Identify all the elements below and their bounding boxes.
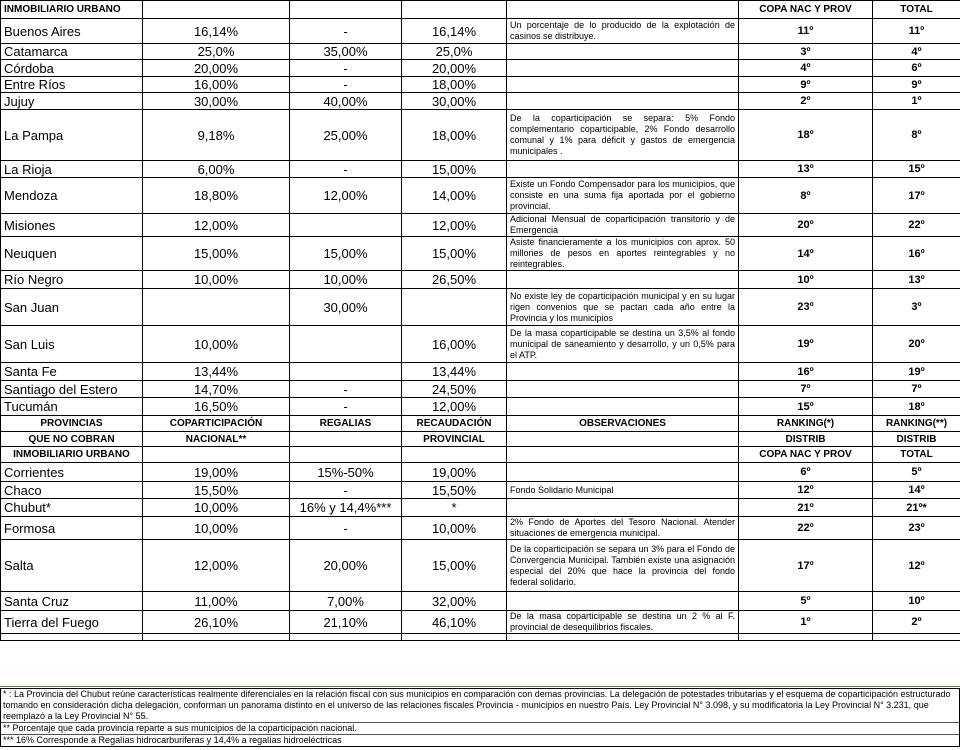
ranking-copa-cell: 8º: [739, 178, 873, 214]
ranking-total-cell: 22º: [873, 214, 960, 237]
table-row: [1, 611, 960, 634]
province-name: Santa Fe: [1, 363, 143, 381]
recaudacion-cell: 19,00%: [402, 463, 507, 482]
coparticipacion-header: [143, 1, 290, 19]
ranking-total-header: RANKING(**): [873, 416, 960, 432]
regalias-cell: -: [290, 381, 402, 398]
province-name: Salta: [1, 540, 143, 592]
observaciones-header: [507, 447, 739, 463]
coparticipacion-cell: 10,00%: [143, 517, 290, 540]
ranking-copa-cell: 6º: [739, 463, 873, 482]
ranking-total-cell: 10º: [873, 592, 960, 611]
coparticipacion-cell: 16,00%: [143, 77, 290, 93]
coparticipacion-cell: 9,18%: [143, 110, 290, 161]
table-row: [1, 517, 960, 540]
recaudacion-cell: 13,44%: [402, 363, 507, 381]
observaciones-cell: Existe un Fondo Compensador para los municipios, que consiste en una suma fija aportada por el gobierno provincial.: [507, 178, 739, 214]
table-row: [1, 398, 960, 416]
ranking-copa-header: COPA NAC Y PROV: [739, 447, 873, 463]
footnote-1: * : La Provincia del Chubut reúne características realmente diferenciales en la relación fiscal con sus municipios en comparación con demas provincias. La delegación de potestades tributarias y el esquema de coparticipación estructurado tomando en consideración dicha delegación, conforman un panorama distinto en el universo de las relaciones fiscales Provincia - municipios en nuestro País. Ley Provincial N° 3.098, y su modificatoria la Ley Provincial N° 3.231, que reemplazó a la Ley Provincial N° 55.: [1, 689, 959, 723]
footnote-2: ** Porcentaje que cada provincia reparte a sus municipios de la coparticipación nacional.: [1, 723, 959, 735]
coparticipacion-cell: 19,00%: [143, 463, 290, 482]
regalias-cell: 35,00%: [290, 44, 402, 60]
province-name: Tierra del Fuego: [1, 611, 143, 634]
ranking-total-cell: 23º: [873, 517, 960, 540]
coparticipacion-header: COPARTICIPACIÓN: [143, 416, 290, 432]
observaciones-cell: [507, 463, 739, 482]
observaciones-cell: De la masa coparticipable se destina un 3,5% al fondo municipal de saneamiento y desarrollo, y un 0,5% para el ATP.: [507, 326, 739, 363]
empty-row: [1, 634, 960, 641]
recaudacion-cell: 15,00%: [402, 237, 507, 271]
table-row: [1, 19, 960, 44]
table-row: [1, 499, 960, 517]
coparticipacion-cell: 30,00%: [143, 93, 290, 110]
observaciones-cell: De la coparticipación se separa: 5% Fondo complementario coparticipable, 2% Fondo desarrollo comunal y 1% para déficit y gastos de emergencia municipales .: [507, 110, 739, 161]
recaudacion-cell: 18,00%: [402, 77, 507, 93]
observaciones-cell: [507, 363, 739, 381]
regalias-cell: -: [290, 77, 402, 93]
table-row: [1, 214, 960, 237]
recaudacion-cell: 46,10%: [402, 611, 507, 634]
observaciones-cell: [507, 60, 739, 77]
regalias-cell: -: [290, 60, 402, 77]
coparticipacion-cell: 18,80%: [143, 178, 290, 214]
province-name: Buenos Aires: [1, 19, 143, 44]
ranking-copa-cell: 1º: [739, 611, 873, 634]
province-name: Río Negro: [1, 271, 143, 289]
observaciones-cell: Adicional Mensual de coparticipación transitorio y de Emergencia: [507, 214, 739, 237]
province-name: Córdoba: [1, 60, 143, 77]
regalias-cell: 15%-50%: [290, 463, 402, 482]
recaudacion-cell: 18,00%: [402, 110, 507, 161]
province-name: La Pampa: [1, 110, 143, 161]
ranking-total-header: DISTRIB: [873, 432, 960, 447]
empty-cell: [143, 634, 290, 641]
regalias-cell: [290, 363, 402, 381]
ranking-total-cell: 20º: [873, 326, 960, 363]
ranking-total-cell: 21º*: [873, 499, 960, 517]
ranking-copa-cell: 19º: [739, 326, 873, 363]
province-name: Jujuy: [1, 93, 143, 110]
table-row: [1, 271, 960, 289]
ranking-total-cell: 17º: [873, 178, 960, 214]
observaciones-cell: [507, 161, 739, 178]
footnotes: [0, 688, 960, 747]
empty-cell: [290, 634, 402, 641]
observaciones-cell: [507, 499, 739, 517]
recaudacion-cell: *: [402, 499, 507, 517]
ranking-total-cell: 1º: [873, 93, 960, 110]
ranking-copa-cell: 11º: [739, 19, 873, 44]
ranking-copa-cell: 9º: [739, 77, 873, 93]
ranking-copa-cell: 3º: [739, 44, 873, 60]
recaudacion-cell: 32,00%: [402, 592, 507, 611]
ranking-copa-cell: 7º: [739, 381, 873, 398]
header-row-3: [1, 447, 960, 463]
coparticipacion-cell: 26,10%: [143, 611, 290, 634]
province-name: Formosa: [1, 517, 143, 540]
coparticipacion-cell: 10,00%: [143, 326, 290, 363]
ranking-copa-cell: 13º: [739, 161, 873, 178]
ranking-total-header: TOTAL: [873, 1, 960, 19]
recaudacion-cell: 24,50%: [402, 381, 507, 398]
regalias-header: [290, 1, 402, 19]
ranking-copa-header: COPA NAC Y PROV: [739, 1, 873, 19]
regalias-cell: [290, 214, 402, 237]
recaudacion-cell: [402, 289, 507, 326]
regalias-cell: 7,00%: [290, 592, 402, 611]
province-name: Chubut*: [1, 499, 143, 517]
province-name: San Juan: [1, 289, 143, 326]
coparticipacion-cell: 16,50%: [143, 398, 290, 416]
ranking-copa-cell: 5º: [739, 592, 873, 611]
regalias-cell: -: [290, 161, 402, 178]
regalias-cell: 25,00%: [290, 110, 402, 161]
table-row: [1, 77, 960, 93]
province-name: Neuquen: [1, 237, 143, 271]
province-name: Chaco: [1, 482, 143, 499]
province-name: Mendoza: [1, 178, 143, 214]
regalias-cell: 30,00%: [290, 289, 402, 326]
coparticipacion-cell: 20,00%: [143, 60, 290, 77]
table-row: [1, 326, 960, 363]
regalias-cell: 20,00%: [290, 540, 402, 592]
recaudacion-cell: 12,00%: [402, 398, 507, 416]
coparticipacion-cell: [143, 289, 290, 326]
coparticipacion-cell: 12,00%: [143, 214, 290, 237]
coparticipacion-cell: 15,00%: [143, 237, 290, 271]
recaudacion-cell: 15,00%: [402, 540, 507, 592]
province-name: La Rioja: [1, 161, 143, 178]
header-row-2: [1, 432, 960, 447]
divider-line: [0, 686, 960, 687]
ranking-copa-header: RANKING(*): [739, 416, 873, 432]
regalias-cell: -: [290, 482, 402, 499]
observaciones-cell: No existe ley de coparticipación municipal y en su lugar rigen convenios que se pactan cada año entre la Provincia y los municipios: [507, 289, 739, 326]
ranking-copa-cell: 2º: [739, 93, 873, 110]
coparticipacion-cell: 14,70%: [143, 381, 290, 398]
ranking-copa-cell: 17º: [739, 540, 873, 592]
table-row: [1, 289, 960, 326]
ranking-total-cell: 19º: [873, 363, 960, 381]
recaudacion-cell: 14,00%: [402, 178, 507, 214]
observaciones-header: [507, 432, 739, 447]
observaciones-cell: [507, 592, 739, 611]
recaudacion-header: PROVINCIAL: [402, 432, 507, 447]
recaudacion-cell: 20,00%: [402, 60, 507, 77]
ranking-total-cell: 7º: [873, 381, 960, 398]
observaciones-cell: 2% Fondo de Aportes del Tesoro Nacional. Atender situaciones de emergencia municipal.: [507, 517, 739, 540]
coparticipacion-cell: 25,0%: [143, 44, 290, 60]
ranking-total-cell: 6º: [873, 60, 960, 77]
ranking-total-cell: 3º: [873, 289, 960, 326]
recaudacion-cell: 10,00%: [402, 517, 507, 540]
table-row: [1, 110, 960, 161]
ranking-total-cell: 5º: [873, 463, 960, 482]
recaudacion-header: [402, 447, 507, 463]
recaudacion-cell: 26,50%: [402, 271, 507, 289]
coparticipacion-cell: 16,14%: [143, 19, 290, 44]
regalias-header: [290, 432, 402, 447]
ranking-copa-cell: 10º: [739, 271, 873, 289]
regalias-cell: -: [290, 19, 402, 44]
regalias-cell: -: [290, 398, 402, 416]
empty-cell: [402, 634, 507, 641]
ranking-total-cell: 16º: [873, 237, 960, 271]
coparticipacion-cell: 13,44%: [143, 363, 290, 381]
table-row: [1, 93, 960, 110]
coparticipacion-cell: 15,50%: [143, 482, 290, 499]
coparticipacion-cell: 10,00%: [143, 271, 290, 289]
province-name: San Luis: [1, 326, 143, 363]
observaciones-cell: De la coparticipación se separa un 3% para el Fondo de Convergencia Municipal. También existe una asignación especial del 20% que hace la provincia del fondo federal solidario.: [507, 540, 739, 592]
ranking-total-cell: 8º: [873, 110, 960, 161]
empty-cell: [873, 634, 960, 641]
observaciones-cell: Un porcentaje de lo producido de la explotación de casinos se distribuye.: [507, 19, 739, 44]
regalias-cell: 12,00%: [290, 178, 402, 214]
ranking-total-cell: 11º: [873, 19, 960, 44]
table-row: [1, 363, 960, 381]
ranking-copa-cell: 20º: [739, 214, 873, 237]
observaciones-cell: [507, 271, 739, 289]
recaudacion-header: [402, 1, 507, 19]
coparticipacion-cell: 11,00%: [143, 592, 290, 611]
table-row: [1, 161, 960, 178]
ranking-total-cell: 4º: [873, 44, 960, 60]
province-name: Tucumán: [1, 398, 143, 416]
coparticipacion-cell: 12,00%: [143, 540, 290, 592]
ranking-copa-cell: 4º: [739, 60, 873, 77]
observaciones-cell: [507, 93, 739, 110]
observaciones-cell: De la masa coparticipable se destina un 2 % al F. provincial de desequilibrios fiscales.: [507, 611, 739, 634]
ranking-copa-cell: 23º: [739, 289, 873, 326]
table-row: [1, 178, 960, 214]
observaciones-cell: Fondo Solidario Municipal: [507, 482, 739, 499]
table-row: [1, 60, 960, 77]
table-row: [1, 592, 960, 611]
ranking-copa-cell: 14º: [739, 237, 873, 271]
ranking-total-cell: 2º: [873, 611, 960, 634]
regalias-cell: 16% y 14,4%***: [290, 499, 402, 517]
recaudacion-cell: 30,00%: [402, 93, 507, 110]
regalias-cell: 21,10%: [290, 611, 402, 634]
observaciones-cell: Asiste financieramente a los municipios con aprox. 50 millones de pesos en aportes reintegrables y no reintegrables.: [507, 237, 739, 271]
recaudacion-cell: 15,00%: [402, 161, 507, 178]
table-row: [1, 381, 960, 398]
provincia-header: INMOBILIARIO URBANO: [1, 1, 143, 19]
recaudacion-cell: 25,0%: [402, 44, 507, 60]
recaudacion-cell: 16,14%: [402, 19, 507, 44]
regalias-cell: -: [290, 517, 402, 540]
regalias-cell: 15,00%: [290, 237, 402, 271]
ranking-total-cell: 13º: [873, 271, 960, 289]
table-row: [1, 482, 960, 499]
coparticipacion-cell: 10,00%: [143, 499, 290, 517]
provincia-header: INMOBILIARIO URBANO: [1, 447, 143, 463]
province-name: Santa Cruz: [1, 592, 143, 611]
observaciones-cell: [507, 77, 739, 93]
recaudacion-cell: 12,00%: [402, 214, 507, 237]
empty-cell: [1, 634, 143, 641]
recaudacion-cell: 15,50%: [402, 482, 507, 499]
ranking-copa-cell: 12º: [739, 482, 873, 499]
header-row-1: [1, 416, 960, 432]
ranking-total-cell: 9º: [873, 77, 960, 93]
coparticipacion-header: NACIONAL**: [143, 432, 290, 447]
regalias-header: [290, 447, 402, 463]
ranking-total-cell: 15º: [873, 161, 960, 178]
observaciones-cell: [507, 398, 739, 416]
province-name: Entre Ríos: [1, 77, 143, 93]
table-row: [1, 44, 960, 60]
ranking-total-header: TOTAL: [873, 447, 960, 463]
observaciones-cell: [507, 44, 739, 60]
ranking-copa-cell: 21º: [739, 499, 873, 517]
regalias-header: REGALIAS: [290, 416, 402, 432]
province-name: Corrientes: [1, 463, 143, 482]
ranking-copa-cell: 16º: [739, 363, 873, 381]
ranking-copa-header: DISTRIB: [739, 432, 873, 447]
provincia-header: PROVINCIAS: [1, 416, 143, 432]
regalias-cell: 40,00%: [290, 93, 402, 110]
recaudacion-header: RECAUDACIÓN: [402, 416, 507, 432]
observaciones-header: [507, 1, 739, 19]
coparticipacion-header: [143, 447, 290, 463]
empty-cell: [507, 634, 739, 641]
table-row: [1, 237, 960, 271]
ranking-total-cell: 18º: [873, 398, 960, 416]
recaudacion-cell: 16,00%: [402, 326, 507, 363]
observaciones-cell: [507, 381, 739, 398]
coparticipacion-cell: 6,00%: [143, 161, 290, 178]
ranking-copa-cell: 18º: [739, 110, 873, 161]
table-row: [1, 540, 960, 592]
provincia-header: QUE NO COBRAN: [1, 432, 143, 447]
ranking-total-cell: 12º: [873, 540, 960, 592]
ranking-total-cell: 14º: [873, 482, 960, 499]
province-name: Misiones: [1, 214, 143, 237]
regalias-cell: [290, 326, 402, 363]
ranking-copa-cell: 15º: [739, 398, 873, 416]
empty-cell: [739, 634, 873, 641]
ranking-copa-cell: 22º: [739, 517, 873, 540]
observaciones-header: OBSERVACIONES: [507, 416, 739, 432]
footnote-3: *** 16% Corresponde a Regalías hidrocarburiferas y 14,4% a regalías hidroeléctricas: [3, 735, 342, 745]
province-name: Catamarca: [1, 44, 143, 60]
province-name: Santiago del Estero: [1, 381, 143, 398]
header-row-top: [1, 1, 960, 19]
table-row: [1, 463, 960, 482]
regalias-cell: 10,00%: [290, 271, 402, 289]
